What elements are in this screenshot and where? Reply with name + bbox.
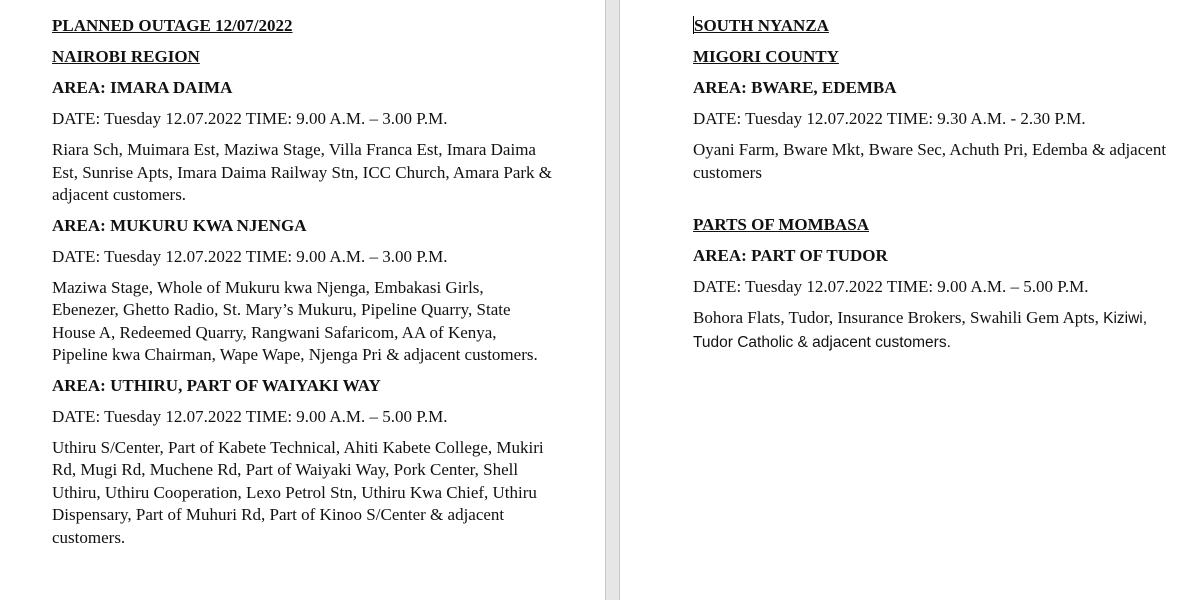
right-column-text (693, 15, 1173, 362)
area-heading-mukuru-kwa-njenga: AREA: MUKURU KWA NJENGA (52, 215, 307, 235)
date-time-uthiru: DATE: Tuesday 12.07.2022 TIME: 9.00 A.M. – 5.00 P.M. (52, 406, 448, 426)
affected-places-bware-edemba: Oyani Farm, Bware Mkt, Bware Sec, Achuth Pri, Edemba & adjacent customers (693, 140, 1167, 182)
area-heading-tudor: AREA: PART OF TUDOR (693, 246, 888, 265)
date-time-imara-daima: DATE: Tuesday 12.07.2022 TIME: 9.00 A.M. – 3.00 P.M. (52, 109, 448, 128)
document-page-right (620, 0, 1200, 600)
affected-places-tudor-line1: Bohora Flats, Tudor, Insurance Brokers, Swahili Gem Apts, (693, 308, 1099, 327)
date-time-bware-edemba: DATE: Tuesday 12.07.2022 TIME: 9.30 A.M. - 2.30 P.M. (693, 109, 1086, 128)
region-heading-south-nyanza-text: SOUTH NYANZA (694, 16, 829, 35)
area-heading-bware-edemba: AREA: BWARE, EDEMBA (693, 78, 897, 97)
region-heading-nairobi: NAIROBI REGION (52, 47, 200, 66)
area-heading-imara-daima: AREA: IMARA DAIMA (52, 78, 233, 97)
affected-places-uthiru: Uthiru S/Center, Part of Kabete Technical, Ahiti Kabete College, Mukiri Rd, Mugi Rd, Muchene Rd, Part of Waiyaki Way, Pork Center, Shell Uthiru, Uthiru Cooperation, Lexo Petrol Stn, Uthiru Kwa Chief, Uthiru Dispensary, Part of Muhuri Rd, Part of Kinoo S/Center & adjacent customers. (52, 437, 544, 547)
region-heading-south-nyanza (693, 15, 1173, 38)
region-heading-mombasa: PARTS OF MOMBASA (693, 215, 870, 234)
affected-places-tudor (693, 307, 1173, 354)
date-time-tudor: DATE: Tuesday 12.07.2022 TIME: 9.00 A.M. – 5.00 P.M. (693, 277, 1089, 296)
page-gutter (605, 0, 620, 600)
date-time-mukuru-kwa-njenga: DATE: Tuesday 12.07.2022 TIME: 9.00 A.M. – 3.00 P.M. (52, 246, 448, 266)
notice-title: PLANNED OUTAGE 12/07/2022 (52, 16, 293, 35)
affected-places-tudor-line2: Kiziwi, Tudor Catholic & adjacent customers. (693, 310, 1148, 351)
affected-places-mukuru-kwa-njenga: Maziwa Stage, Whole of Mukuru kwa Njenga, Embakasi Girls, Ebenezer, Ghetto Radio, St. Mary’s Mukuru, Pipeline Quarry, State House A, Redeemed Quarry, Rangwani Safaricom, AA of Kenya, Pipeline kwa Chairman, Wape Wape, Njenga Pri & adjacent customers. (52, 277, 538, 364)
paragraph-spacer (693, 192, 1173, 214)
county-heading-migori: MIGORI COUNTY (693, 47, 839, 66)
left-column-text (52, 15, 552, 557)
affected-places-imara-daima: Riara Sch, Muimara Est, Maziwa Stage, Villa Franca Est, Imara Daima Est, Sunrise Apts, Imara Daima Railway Stn, ICC Church, Amara Park & adjacent customers. (52, 140, 553, 204)
area-heading-uthiru: AREA: UTHIRU, PART OF WAIYAKI WAY (52, 375, 381, 395)
